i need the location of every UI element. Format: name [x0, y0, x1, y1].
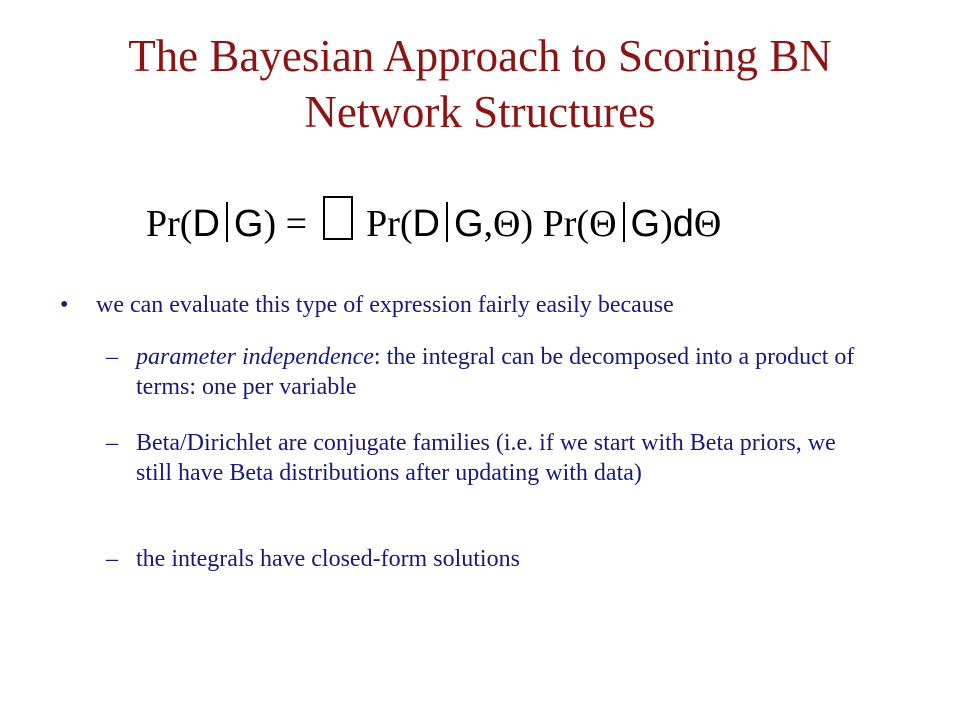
dash-icon: – — [106, 546, 118, 572]
title-line-2: Network Structures — [304, 87, 656, 137]
subpoint-2-text: Beta/Dirichlet are conjugate families (i.e. if we start with Beta priors, we still have Beta distributions after updating with data) — [136, 430, 836, 486]
dash-icon: – — [106, 344, 118, 370]
formula-rhs: Pr(D G,Θ) Pr(Θ G)dΘ — [366, 203, 722, 245]
subpoint-3-text: the integrals have closed-form solutions — [136, 546, 520, 572]
subpoint-1-lead: parameter independence — [136, 344, 374, 370]
subpoint-1-text: : the integral can be decomposed into a product of terms: one per variable — [136, 344, 855, 400]
bullet-text: we can evaluate this type of expression fairly easily because — [96, 292, 674, 318]
formula-lhs: Pr(D G) = — [146, 203, 308, 245]
bullet-dot-icon: • — [60, 292, 69, 318]
dash-icon: – — [106, 430, 118, 456]
title-line-1: The Bayesian Approach to Scoring BN — [128, 31, 832, 81]
